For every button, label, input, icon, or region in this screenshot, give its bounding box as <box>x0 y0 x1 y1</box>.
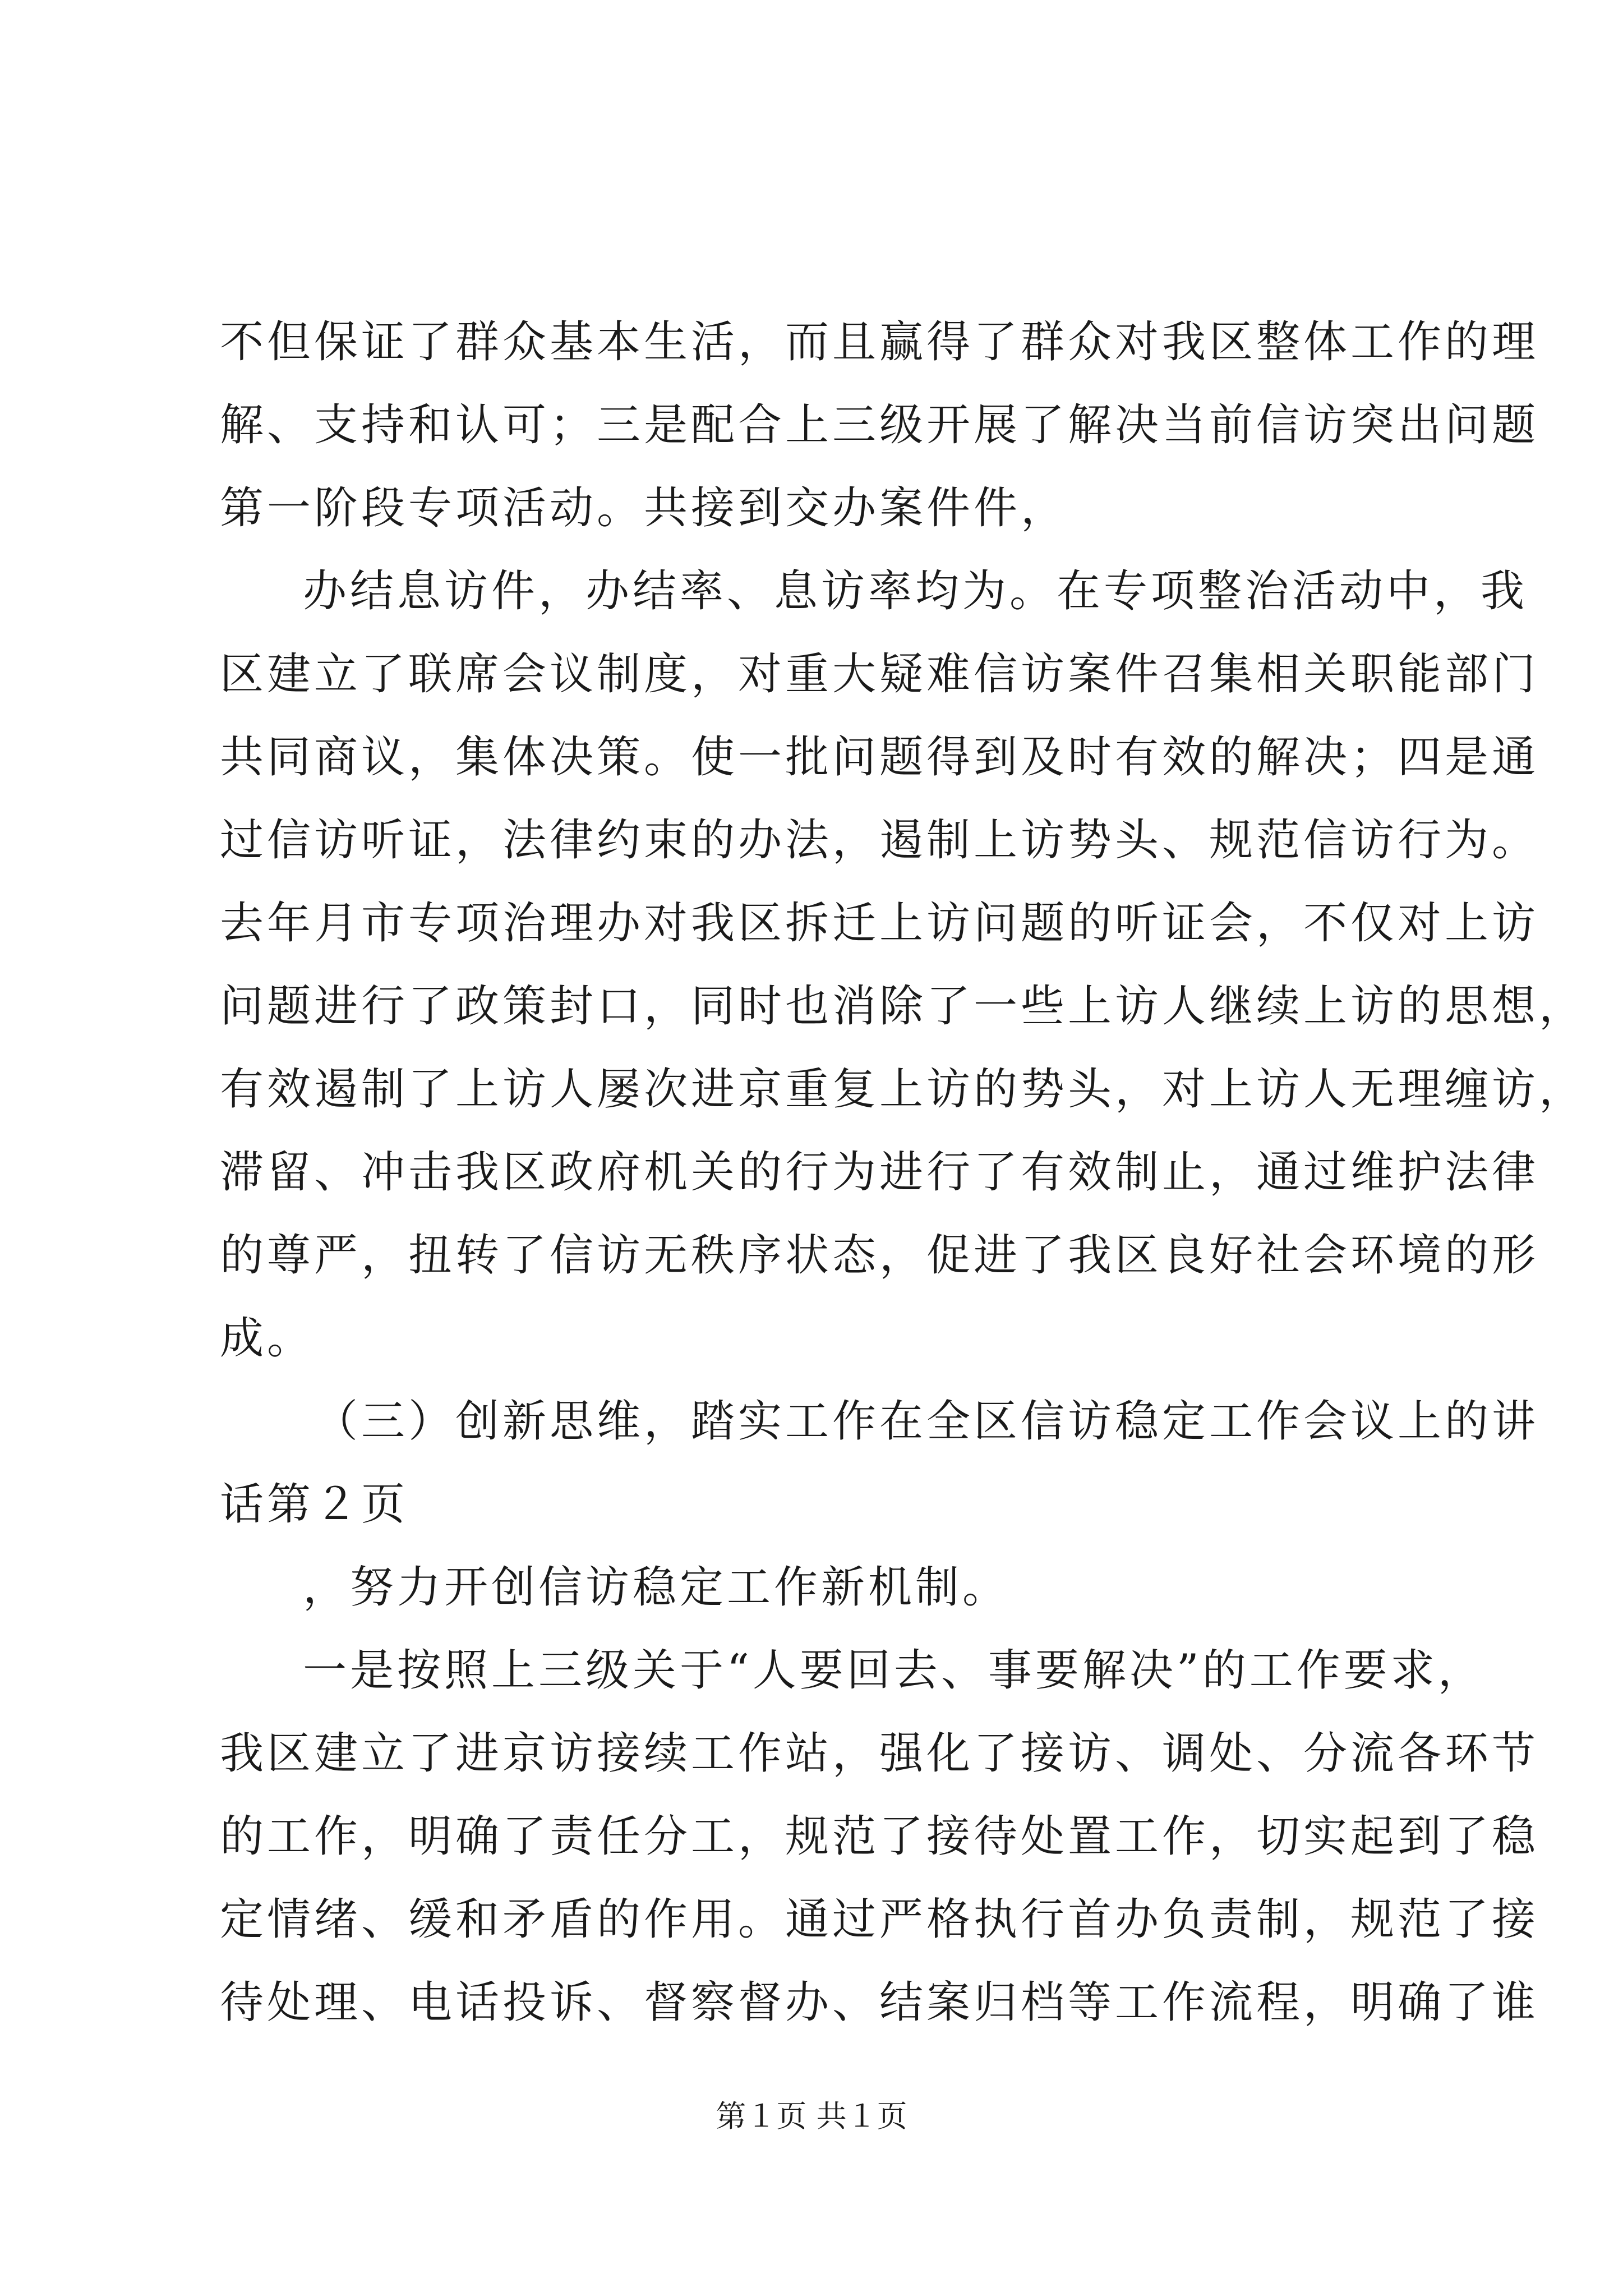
text-line: 问题进行了政策封口，同时也消除了一些上访人继续上访的思想， <box>220 981 1587 1032</box>
text-line: 解、支持和认可；三是配合上三级开展了解决当前信访突出问题 <box>220 400 1539 450</box>
text-line: 定情绪、缓和矛盾的作用。通过严格执行首办负责制，规范了接 <box>220 1894 1539 1945</box>
text-line: 的工作，明确了责任分工，规范了接待处置工作，切实起到了稳 <box>220 1811 1539 1862</box>
text-line: 过信访听证，法律约束的办法，遏制上访势头、规范信访行为。 <box>220 815 1539 866</box>
text-line: 滞留、冲击我区政府机关的行为进行了有效制止，通过维护法律 <box>220 1147 1539 1198</box>
text-line: 区建立了联席会议制度，对重大疑难信访案件召集相关职能部门 <box>220 649 1539 700</box>
page-footer: 第１页 共１页 <box>716 2099 907 2134</box>
text-line: 去年月市专项治理办对我区拆迁上访问题的听证会，不仅对上访 <box>220 898 1539 949</box>
text-line: 的尊严，扭转了信访无秩序状态，促进了我区良好社会环境的形 <box>220 1230 1539 1281</box>
text-line: 一是按照上三级关于“人要回去、事要解决”的工作要求， <box>303 1645 1485 1696</box>
text-line: 待处理、电话投诉、督察督办、结案归档等工作流程，明确了谁 <box>220 1977 1539 2028</box>
text-line: 我区建立了进京访接续工作站，强化了接访、调处、分流各环节 <box>220 1728 1539 1779</box>
text-line: 有效遏制了上访人屡次进京重复上访的势头，对上访人无理缠访， <box>220 1064 1587 1115</box>
text-line: 共同商议，集体决策。使一批问题得到及时有效的解决；四是通 <box>220 732 1539 783</box>
text-line: 不但保证了群众基本生活，而且赢得了群众对我区整体工作的理 <box>220 317 1539 367</box>
text-line: 办结息访件，办结率、息访率均为。在专项整治活动中，我 <box>303 566 1528 616</box>
text-line: ，努力开创信访稳定工作新机制。 <box>303 1562 1010 1613</box>
section-heading: （三）创新思维，踏实工作在全区信访稳定工作会议上的讲 <box>314 1396 1539 1447</box>
text-line: 第一阶段专项活动。共接到交办案件件， <box>220 483 1068 533</box>
text-line: 成。 <box>220 1313 315 1364</box>
section-heading: 话第２页 <box>220 1479 409 1530</box>
